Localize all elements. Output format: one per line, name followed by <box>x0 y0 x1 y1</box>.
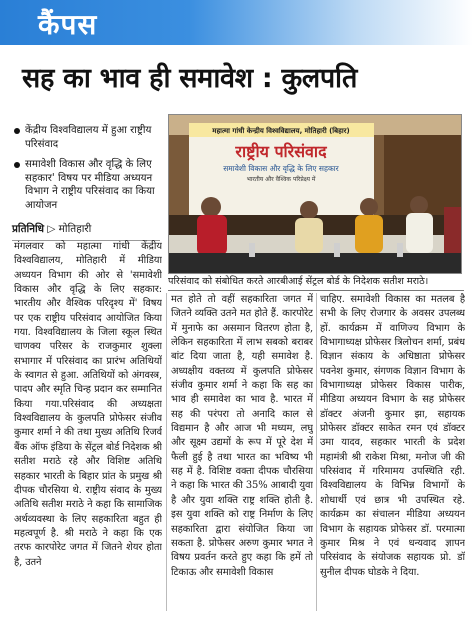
section-title: कैंपस <box>38 8 98 41</box>
column-divider <box>166 293 167 611</box>
highlights-list <box>14 124 164 219</box>
dateline <box>12 222 160 241</box>
banner-small-text: भारतीय और वैश्विक परिप्रेक्ष्य में <box>246 176 316 183</box>
article-column-1: मंगलवार को महात्मा गांधी केंद्रीय विश्वविद्यालय, मोतिहारी में मीडिया अध्ययन विभाग की ओर से 'समावेशी विकास और वृद्धि के लिए सहकार: भारतीय और वैश्विक परिदृश्य में' विषय पर एक राष्ट्रीय परिसंवाद आयोजित किया गया. विश्वविद्यालय के जिला स्कूल स्थित चाणक्य परिसर के राजकुमार शुक्ला सभागार में परिसंवाद का प्रारंभ अतिथियों के स्वागत से हुआ. अतिथियों को अंगवस्त्र, पादप और स्मृति चिन्ह प्रदान कर सम्मानित किया गया.परिसंवाद की अध्यक्षता विश्वविद्यालय के कुलपति प्रोफेसर संजीव कुमार शर्मा ने की तथा मुख्य अतिथि रिजर्व बैंक ऑफ इंडिया के सेंट्रल बोर्ड निदेशक श्री सतीश मराठे रहे और विशिष्ट अतिथि सहकार भारती के बिहार प्रांत के प्रमुख श्री दीपक चौरसिया थे. राष्ट्रीय संवाद के मुख्य अतिथि सतीश मराठे ने कहा कि सामाजिक अर्थव्यवस्था के लिए सहकारिता बहुत ही महत्वपूर्ण है. श्री मराठे ने कहा कि एक तरफ कारपोरेट जगत में जितने शेयर होता है, उतने <box>14 241 162 568</box>
article-column-3: चाहिए. समावेशी विकास का मतलब है सभी के लिए रोजगार के अवसर उपलब्ध हों. कार्यक्रम में वाणिज्य विभाग के विभागाध्यक्ष प्रोफेसर त्रिलोचन शर्मा, प्रबंध विज्ञान संकाय के अधिष्ठाता प्रोफेसर पवनेश कुमार, संगणक विज्ञान विभाग के विभागाध्यक्ष प्रोफेसर विकास पारीक, मीडिया अध्ययन विभाग के सह प्रोफेसर डॉक्टर अंजनी कुमार झा, सहायक प्रोफेसर डॉक्टर साकेत रमन एवं डॉक्टर उमा यादव, सहकार भारती के प्रदेश महामंत्री श्री राकेश मिश्रा, मनोज जी की परिसंवाद में गरिमामय उपस्थिति रही. विश्वविद्यालय के विभिन्न विभागों के शोधार्थी एवं छात्र भी उपस्थित रहे. कार्यक्रम का संचालन मीडिया अध्ययन विभाग के सहायक प्रोफेसर डॉ. परमात्मा कुमार मिश्र ने एवं धन्यवाद ज्ञापन परिसंवाद के संयोजक सहायक प्रो. डॉ सुनील दीपक घोडके ने दिया. <box>320 294 465 578</box>
section-banner <box>0 0 473 45</box>
event-photo <box>168 114 462 274</box>
reporter-label: प्रतिनिधि <box>12 223 45 235</box>
banner-university-text: महात्मा गांधी केन्द्रीय विश्वविद्यालय, मोतिहारी (बिहार) <box>212 127 350 135</box>
event-photo-image <box>169 115 462 274</box>
photo-caption: परिसंवाद को संबोधित करते आरबीआई सेंट्रल बोर्ड के निदेशक सतीश मराठे। <box>168 276 464 291</box>
banner-sub-text: समावेशी विकास और वृद्धि के लिए सहकार <box>223 164 339 173</box>
headline: सह का भाव ही समावेश : कुलपति <box>22 63 358 94</box>
column-divider <box>316 293 317 611</box>
dateline-place: ▷ मोतिहारी <box>47 223 92 235</box>
banner-main-text: राष्ट्रीय परिसंवाद <box>235 142 327 161</box>
highlight-item: समावेशी विकास और वृद्धि के लिए सहकार' विषय पर मीडिया अध्ययन विभाग ने राष्ट्रीय परिसंवाद का किया आयोजन <box>14 158 164 212</box>
article-column-2: मत होते तो वहीं सहकारिता जगत में जितने व्यक्ति उतने मत होते हैं. कारपोरेट में मुनाफे का असमान वितरण होता है, लेकिन सहकारिता में लाभ सबको बराबर बांट दिया जाता है, यही समावेश है. अध्यक्षीय वक्तव्य में कुलपति प्रोफेसर संजीव कुमार शर्मा ने कहा कि सह का भाव ही समावेश का भाव है. भारत में सह की परंपरा तो अनादि काल से विद्यमान है और आज भी मध्यम, लघु और सूक्ष्म उद्यमों के रूप में पूरे देश में फैली हुई है तथा भारत का भविष्य भी सह में है. विशिष्ट वक्ता दीपक चौरसिया ने कहा कि भारत की 35% आबादी युवा है और युवा शक्ति राष्ट्र शक्ति होती है. इस युवा शक्ति को राष्ट्र निर्माण के लिए सहकारिता द्वारा संयोजित किया जा सकता है. प्रोफेसर अरुण कुमार भगत ने विषय प्रवर्तन करते हुए कहा कि हमें तो टिकाऊ और समावेशी विकास <box>171 294 313 578</box>
highlight-item: केंद्रीय विश्वविद्यालय में हुआ राष्ट्रीय परिसंवाद <box>14 124 164 151</box>
